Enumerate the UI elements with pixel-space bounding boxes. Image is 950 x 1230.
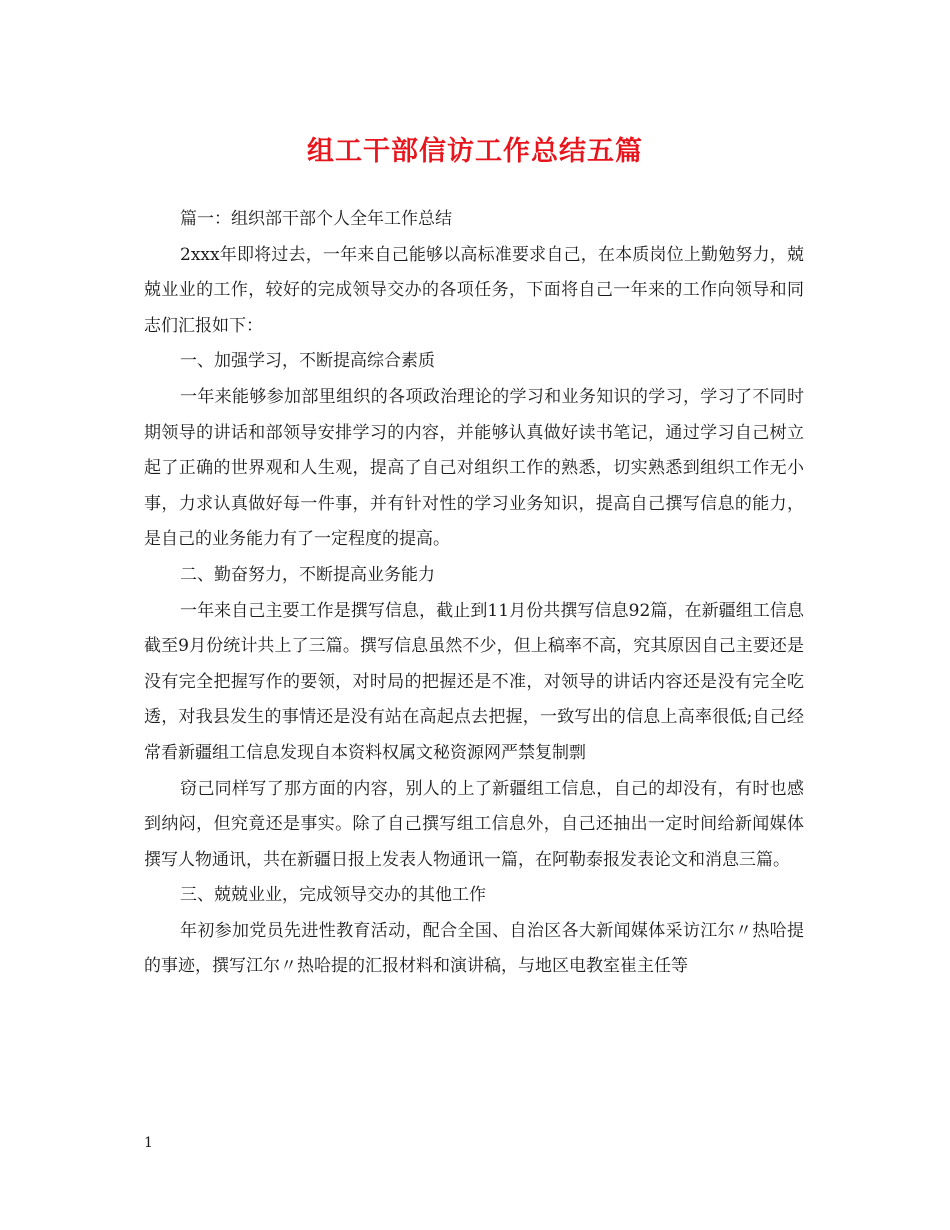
document-body: [144, 202, 804, 985]
paragraph: 窃己同样写了那方面的内容，别人的上了新疆组工信息，自己的却没有，有时也感到纳闷，但究竟还是事实。除了自己撰写组工信息外，自己还抽出一定时间给新闻媒体撰写人物通讯，共在新疆日报上发表人物通讯一篇，在阿勒泰报发表论文和消息三篇。: [144, 778, 804, 870]
paragraph: 一年来自己主要工作是撰写信息，截止到11月份共撰写信息92篇，在新疆组工信息截至9月份统计共上了三篇。撰写信息虽然不少，但上稿率不高，究其原因自己主要还是没有完全把握写作的要领，对时局的把握还是不准，对领导的讲话内容还是没有完全吃透，对我县发生的事情还是没有站在高起点去把握，一致写出的信息上高率很低;自己经常看新疆组工信息发现自本资料权属文秘资源网严禁复制剽: [144, 600, 804, 763]
section-heading: 篇一：组织部干部个人全年工作总结: [180, 209, 452, 229]
page-number: 1: [144, 1135, 153, 1151]
paragraph: 年初参加党员先进性教育活动，配合全国、自治区各大新闻媒体采访江尔〃热哈提的事迹，撰写江尔〃热哈提的汇报材料和演讲稿，与地区电教室崔主任等: [144, 920, 804, 977]
section-heading: 三、兢兢业业，完成领导交办的其他工作: [180, 885, 486, 906]
section-heading: 一、加强学习，不断提高综合素质: [180, 351, 435, 372]
section-heading: 二、勤奋努力，不断提高业务能力: [180, 564, 435, 585]
document-title: 组工干部信访工作总结五篇: [307, 136, 643, 167]
paragraph: 2xxx年即将过去，一年来自己能够以高标准要求自己，在本质岗位上勤勉努力，兢兢业业的工作，较好的完成领导交办的各项任务，下面将自己一年来的工作向领导和同志们汇报如下：: [144, 244, 804, 336]
paragraph: 一年来能够参加部里组织的各项政治理论的学习和业务知识的学习，学习了不同时期领导的讲话和部领导安排学习的内容，并能够认真做好读书笔记，通过学习自己树立起了正确的世界观和人生观，提高了自己对组织工作的熟悉，切实熟悉到组织工作无小事，力求认真做好每一件事，并有针对性的学习业务知识，提高自己撰写信息的能力，是自己的业务能力有了一定程度的提高。: [144, 386, 804, 550]
